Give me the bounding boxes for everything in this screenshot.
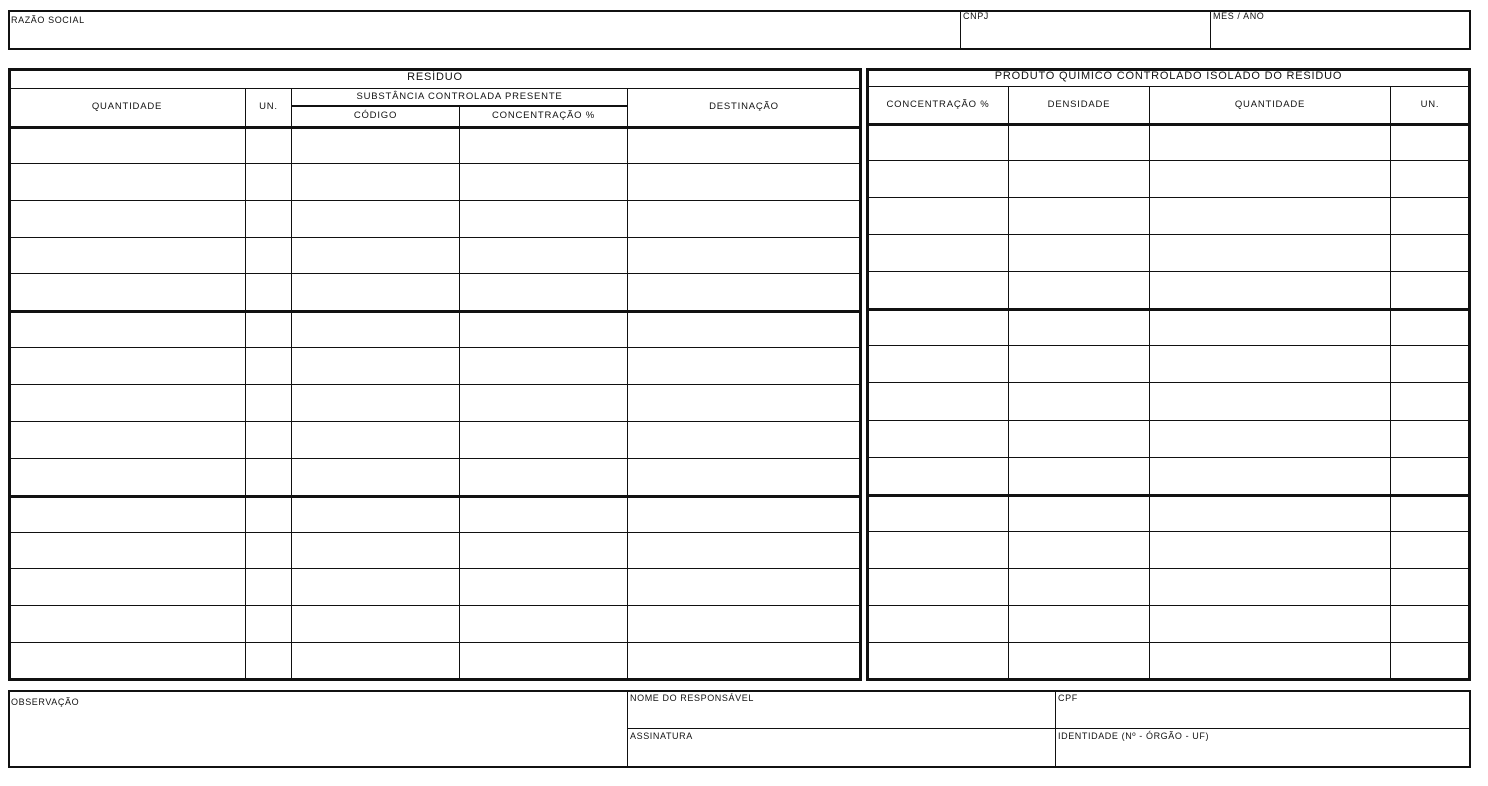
residuo-cell[interactable]: [247, 460, 291, 494]
residuo-row-line: [9, 200, 861, 201]
produto-row-line: [868, 605, 1469, 606]
produto-cell[interactable]: [869, 459, 1008, 493]
residuo-cell[interactable]: [293, 497, 459, 531]
produto-cell[interactable]: [869, 162, 1008, 196]
produto-cell[interactable]: [1392, 347, 1469, 381]
residuo-cell[interactable]: [461, 312, 627, 346]
residuo-cell[interactable]: [629, 607, 860, 641]
residuo-cell[interactable]: [629, 202, 860, 236]
residuo-cell[interactable]: [10, 644, 245, 678]
residuo-cell[interactable]: [247, 534, 291, 568]
produto-cell[interactable]: [1151, 310, 1390, 344]
residuo-title: RESÍDUO: [407, 71, 463, 83]
residuo-cell[interactable]: [10, 349, 245, 383]
residuo-cell[interactable]: [293, 607, 459, 641]
residuo-cell[interactable]: [629, 239, 860, 273]
produto-col-line-3: [1390, 87, 1391, 679]
residuo-cell[interactable]: [461, 570, 627, 604]
residuo-cell[interactable]: [10, 275, 245, 309]
residuo-cell[interactable]: [247, 349, 291, 383]
produto-cell[interactable]: [1392, 496, 1469, 530]
residuo-cell[interactable]: [10, 497, 245, 531]
residuo-cell[interactable]: [293, 239, 459, 273]
residuo-cell[interactable]: [247, 275, 291, 309]
produto-cell[interactable]: [1392, 310, 1469, 344]
produto-cell[interactable]: [1010, 496, 1149, 530]
produto-title-rule: [868, 86, 1469, 87]
residuo-row-line: [9, 458, 861, 459]
produto-cell[interactable]: [1010, 236, 1149, 270]
identidade-field[interactable]: [1057, 742, 1469, 766]
residuo-cell[interactable]: [293, 460, 459, 494]
residuo-cell[interactable]: [461, 534, 627, 568]
residuo-cell[interactable]: [10, 423, 245, 457]
residuo-cell[interactable]: [629, 386, 860, 420]
residuo-cell[interactable]: [247, 497, 291, 531]
cpf-label: CPF: [1058, 693, 1078, 703]
produto-cell[interactable]: [1392, 162, 1469, 196]
residuo-cell[interactable]: [629, 460, 860, 494]
assinatura-field[interactable]: [629, 742, 1053, 766]
residuo-cell[interactable]: [629, 534, 860, 568]
residuo-cell[interactable]: [247, 386, 291, 420]
mes-ano-field[interactable]: [1212, 26, 1469, 48]
produto-cell[interactable]: [1151, 162, 1390, 196]
produto-row-line: [868, 160, 1469, 161]
produto-cell[interactable]: [1392, 459, 1469, 493]
mes-ano-label: MÊS / ANO: [1213, 11, 1265, 21]
residuo-cell[interactable]: [247, 644, 291, 678]
produto-col-line-1: [1008, 87, 1009, 679]
produto-cell[interactable]: [869, 644, 1008, 678]
residuo-row-line: [9, 605, 861, 606]
produto-row-line: [868, 271, 1469, 272]
produto-cell[interactable]: [869, 273, 1008, 307]
residuo-cell[interactable]: [10, 202, 245, 236]
produto-cell[interactable]: [1010, 162, 1149, 196]
produto-row-line: [868, 642, 1469, 643]
residuo-row-line: [9, 163, 861, 164]
produto-cell[interactable]: [869, 310, 1008, 344]
assinatura-label: ASSINATURA: [630, 731, 693, 741]
residuo-cell[interactable]: [247, 423, 291, 457]
footer-divider-1: [627, 691, 628, 767]
residuo-col-line-3: [459, 106, 460, 679]
residuo-cell[interactable]: [629, 644, 860, 678]
residuo-row-line: [9, 421, 861, 422]
observacao-label: OBSERVAÇÃO: [11, 697, 80, 707]
produto-cell[interactable]: [1151, 199, 1390, 233]
residuo-cell[interactable]: [247, 570, 291, 604]
produto-cell[interactable]: [1151, 236, 1390, 270]
produto-cell[interactable]: [1392, 384, 1469, 418]
residuo-row-line: [9, 568, 861, 569]
densidade-header: DENSIDADE: [1047, 99, 1111, 110]
produto-un-header: UN.: [1420, 99, 1440, 110]
residuo-cell[interactable]: [629, 312, 860, 346]
produto-cell[interactable]: [1151, 273, 1390, 307]
produto-cell[interactable]: [869, 533, 1008, 567]
produto-cell[interactable]: [1392, 644, 1469, 678]
residuo-quantidade-header: QUANTIDADE: [91, 101, 163, 112]
razao-social-field[interactable]: [10, 28, 958, 48]
residuo-cell[interactable]: [10, 386, 245, 420]
residuo-concentracao-header: CONCENTRAÇÃO %: [491, 110, 596, 121]
residuo-cell[interactable]: [293, 128, 459, 162]
produto-cell[interactable]: [1010, 533, 1149, 567]
produto-cell[interactable]: [1010, 644, 1149, 678]
razao-social-label: RAZÃO SOCIAL: [11, 15, 85, 25]
residuo-cell[interactable]: [293, 202, 459, 236]
codigo-header: CÓDIGO: [353, 110, 398, 121]
residuo-cell[interactable]: [629, 570, 860, 604]
produto-row-line: [868, 420, 1469, 421]
residuo-cell[interactable]: [293, 165, 459, 199]
produto-cell[interactable]: [1010, 459, 1149, 493]
residuo-cell[interactable]: [10, 239, 245, 273]
residuo-cell[interactable]: [247, 128, 291, 162]
residuo-cell[interactable]: [461, 644, 627, 678]
header-divider-mes: [1210, 11, 1211, 49]
residuo-cell[interactable]: [247, 239, 291, 273]
nome-responsavel-field[interactable]: [629, 704, 1053, 727]
residuo-cell[interactable]: [461, 497, 627, 531]
residuo-row-line: [9, 384, 861, 385]
residuo-cell[interactable]: [10, 534, 245, 568]
residuo-cell[interactable]: [629, 349, 860, 383]
produto-cell[interactable]: [869, 347, 1008, 381]
residuo-cell[interactable]: [461, 423, 627, 457]
header-divider-cnpj: [960, 11, 961, 49]
produto-cell[interactable]: [1392, 125, 1469, 159]
produto-cell[interactable]: [1151, 125, 1390, 159]
residuo-cell[interactable]: [10, 607, 245, 641]
residuo-cell[interactable]: [461, 239, 627, 273]
produto-cell[interactable]: [1010, 310, 1149, 344]
residuo-cell[interactable]: [247, 165, 291, 199]
residuo-cell[interactable]: [461, 607, 627, 641]
produto-cell[interactable]: [1392, 533, 1469, 567]
produto-row-line: [868, 382, 1469, 383]
produto-cell[interactable]: [1151, 347, 1390, 381]
residuo-row-line: [9, 347, 861, 348]
produto-cell[interactable]: [869, 199, 1008, 233]
cnpj-field[interactable]: [962, 26, 1208, 48]
residuo-cell[interactable]: [247, 202, 291, 236]
residuo-cell[interactable]: [461, 128, 627, 162]
produto-row-line: [868, 568, 1469, 569]
produto-row-line: [868, 234, 1469, 235]
produto-cell[interactable]: [1392, 422, 1469, 456]
produto-cell[interactable]: [869, 384, 1008, 418]
produto-cell[interactable]: [1010, 384, 1149, 418]
produto-cell[interactable]: [1392, 607, 1469, 641]
substancia-rule: [292, 105, 627, 107]
residuo-cell[interactable]: [293, 423, 459, 457]
produto-concentracao-header: CONCENTRAÇÃO %: [886, 99, 990, 110]
residuo-cell[interactable]: [293, 644, 459, 678]
destinacao-header: DESTINAÇÃO: [709, 101, 779, 112]
footer-divider-2: [1055, 691, 1056, 767]
produto-cell[interactable]: [1392, 199, 1469, 233]
residuo-row-line: [9, 532, 861, 533]
produto-cell[interactable]: [1151, 496, 1390, 530]
residuo-cell[interactable]: [629, 275, 860, 309]
produto-cell[interactable]: [1010, 347, 1149, 381]
produto-cell[interactable]: [1151, 570, 1390, 604]
residuo-cell[interactable]: [629, 165, 860, 199]
residuo-row-line: [9, 642, 861, 643]
cpf-field[interactable]: [1057, 704, 1469, 727]
cnpj-label: CNPJ: [963, 11, 989, 21]
residuo-title-rule: [9, 88, 861, 89]
produto-cell[interactable]: [1392, 570, 1469, 604]
residuo-cell[interactable]: [10, 165, 245, 199]
produto-cell[interactable]: [869, 607, 1008, 641]
residuo-un-header: UN.: [259, 101, 278, 112]
produto-cell[interactable]: [1392, 236, 1469, 270]
produto-cell[interactable]: [1010, 570, 1149, 604]
produto-cell[interactable]: [869, 236, 1008, 270]
residuo-cell[interactable]: [10, 128, 245, 162]
residuo-cell[interactable]: [10, 570, 245, 604]
residuo-cell[interactable]: [629, 423, 860, 457]
produto-col-line-2: [1149, 87, 1150, 679]
produto-row-line: [868, 197, 1469, 198]
residuo-cell[interactable]: [461, 275, 627, 309]
observacao-field[interactable]: [10, 708, 625, 766]
residuo-cell[interactable]: [293, 275, 459, 309]
produto-cell[interactable]: [1010, 199, 1149, 233]
produto-row-line: [868, 531, 1469, 532]
residuo-cell[interactable]: [629, 128, 860, 162]
residuo-cell[interactable]: [10, 460, 245, 494]
produto-cell[interactable]: [1010, 273, 1149, 307]
identidade-label: IDENTIDADE (Nº - ÓRGÃO - UF): [1058, 731, 1210, 741]
residuo-cell[interactable]: [293, 312, 459, 346]
residuo-cell[interactable]: [10, 312, 245, 346]
residuo-cell[interactable]: [461, 202, 627, 236]
produto-cell[interactable]: [1151, 533, 1390, 567]
residuo-cell[interactable]: [293, 570, 459, 604]
residuo-cell[interactable]: [293, 534, 459, 568]
produto-cell[interactable]: [869, 125, 1008, 159]
produto-cell[interactable]: [1151, 459, 1390, 493]
residuo-cell[interactable]: [629, 497, 860, 531]
nome-responsavel-label: NOME DO RESPONSÁVEL: [630, 693, 754, 703]
substancia-header: SUBSTÂNCIA CONTROLADA PRESENTE: [356, 91, 563, 102]
residuo-row-line: [9, 273, 861, 274]
residuo-cell[interactable]: [293, 386, 459, 420]
produto-title: PRODUTO QUÍMICO CONTROLADO ISOLADO DO RESÍDUO: [994, 70, 1343, 82]
produto-cell[interactable]: [869, 422, 1008, 456]
produto-cell[interactable]: [1392, 273, 1469, 307]
produto-cell[interactable]: [1010, 422, 1149, 456]
produto-cell[interactable]: [1151, 644, 1390, 678]
residuo-cell[interactable]: [461, 460, 627, 494]
footer-mid-rule: [628, 728, 1470, 729]
residuo-cell[interactable]: [461, 386, 627, 420]
produto-cell[interactable]: [869, 496, 1008, 530]
residuo-cell[interactable]: [247, 607, 291, 641]
produto-row-line: [868, 345, 1469, 346]
produto-cell[interactable]: [1151, 607, 1390, 641]
produto-cell[interactable]: [1010, 125, 1149, 159]
residuo-cell[interactable]: [247, 312, 291, 346]
produto-cell[interactable]: [1010, 607, 1149, 641]
residuo-cell[interactable]: [461, 349, 627, 383]
residuo-cell[interactable]: [461, 165, 627, 199]
produto-cell[interactable]: [1151, 422, 1390, 456]
produto-row-line: [868, 457, 1469, 458]
produto-cell[interactable]: [869, 570, 1008, 604]
produto-cell[interactable]: [1151, 384, 1390, 418]
produto-quantidade-header: QUANTIDADE: [1234, 99, 1306, 110]
residuo-row-line: [9, 237, 861, 238]
residuo-cell[interactable]: [293, 349, 459, 383]
